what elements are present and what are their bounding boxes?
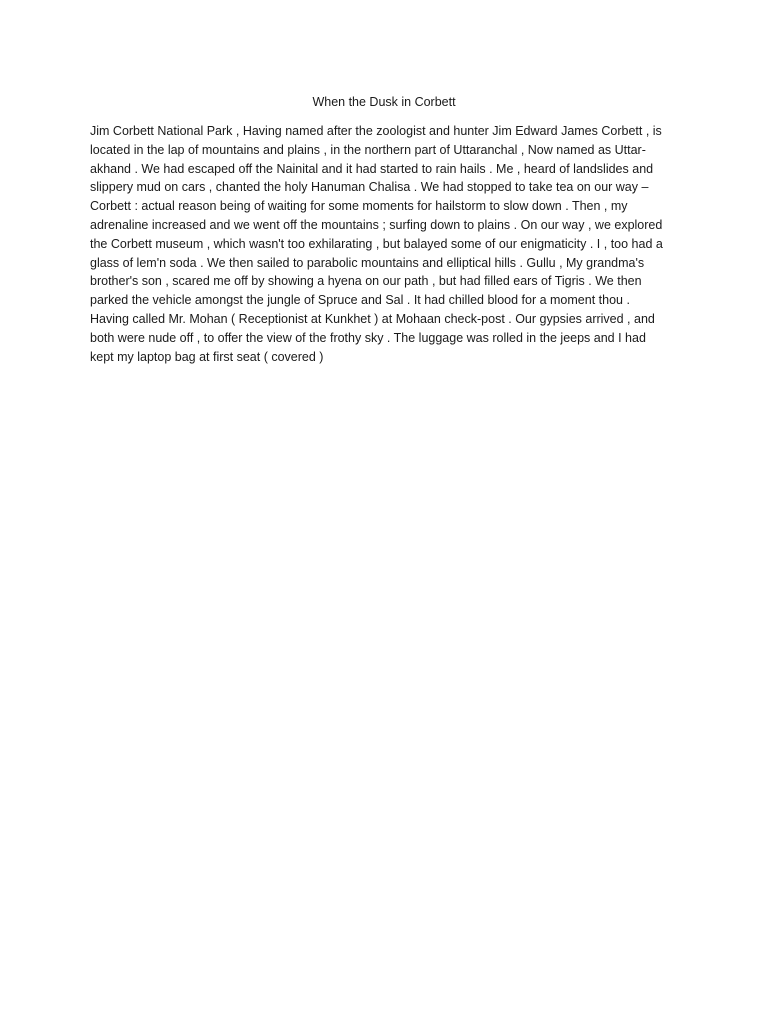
body-line: adrenaline increased and we went off the mountains ; surfing down to plains . On our way , we explored [90,217,663,232]
body-line: glass of lem'n soda . We then sailed to parabolic mountains and elliptical hills . Gullu , My grandma's [90,255,645,270]
body-line: akhand . We had escaped off the Nainital and it had started to rain hails . Me , heard of landslides and [90,161,654,176]
body-line: kept my laptop bag at first seat ( covered ) [90,349,324,364]
body-line: Jim Corbett National Park , Having named after the zoologist and hunter Jim Edward James Corbett , is [90,124,662,138]
body-line: brother's son , scared me off by showing a hyena on our path , but had filled ears of Tigris . We then [90,274,642,289]
document-title: When the Dusk in Corbett [312,95,456,109]
body-line: slippery mud on cars , chanted the holy Hanuman Chalisa . We had stopped to take tea on our way – [90,180,649,195]
body-line: Having called Mr. Mohan ( Receptionist at Kunkhet ) at Mohaan check-post . Our gypsies arrived , and [90,311,655,326]
body-line: both were nude off , to offer the view of the frothy sky . The luggage was rolled in the jeeps and I had [90,330,646,345]
body-line: parked the vehicle amongst the jungle of Spruce and Sal . It had chilled blood for a moment thou . [90,293,630,308]
document-body [90,122,682,366]
body-line: the Corbett museum , which wasn't too exhilarating , but balayed some of our enigmaticity . I , too had a [90,236,663,251]
body-line: Corbett : actual reason being of waiting for some moments for hailstorm to slow down . Then , my [90,199,628,214]
body-line: located in the lap of mountains and plains , in the northern part of Uttaranchal , Now named as Uttar- [90,142,646,157]
